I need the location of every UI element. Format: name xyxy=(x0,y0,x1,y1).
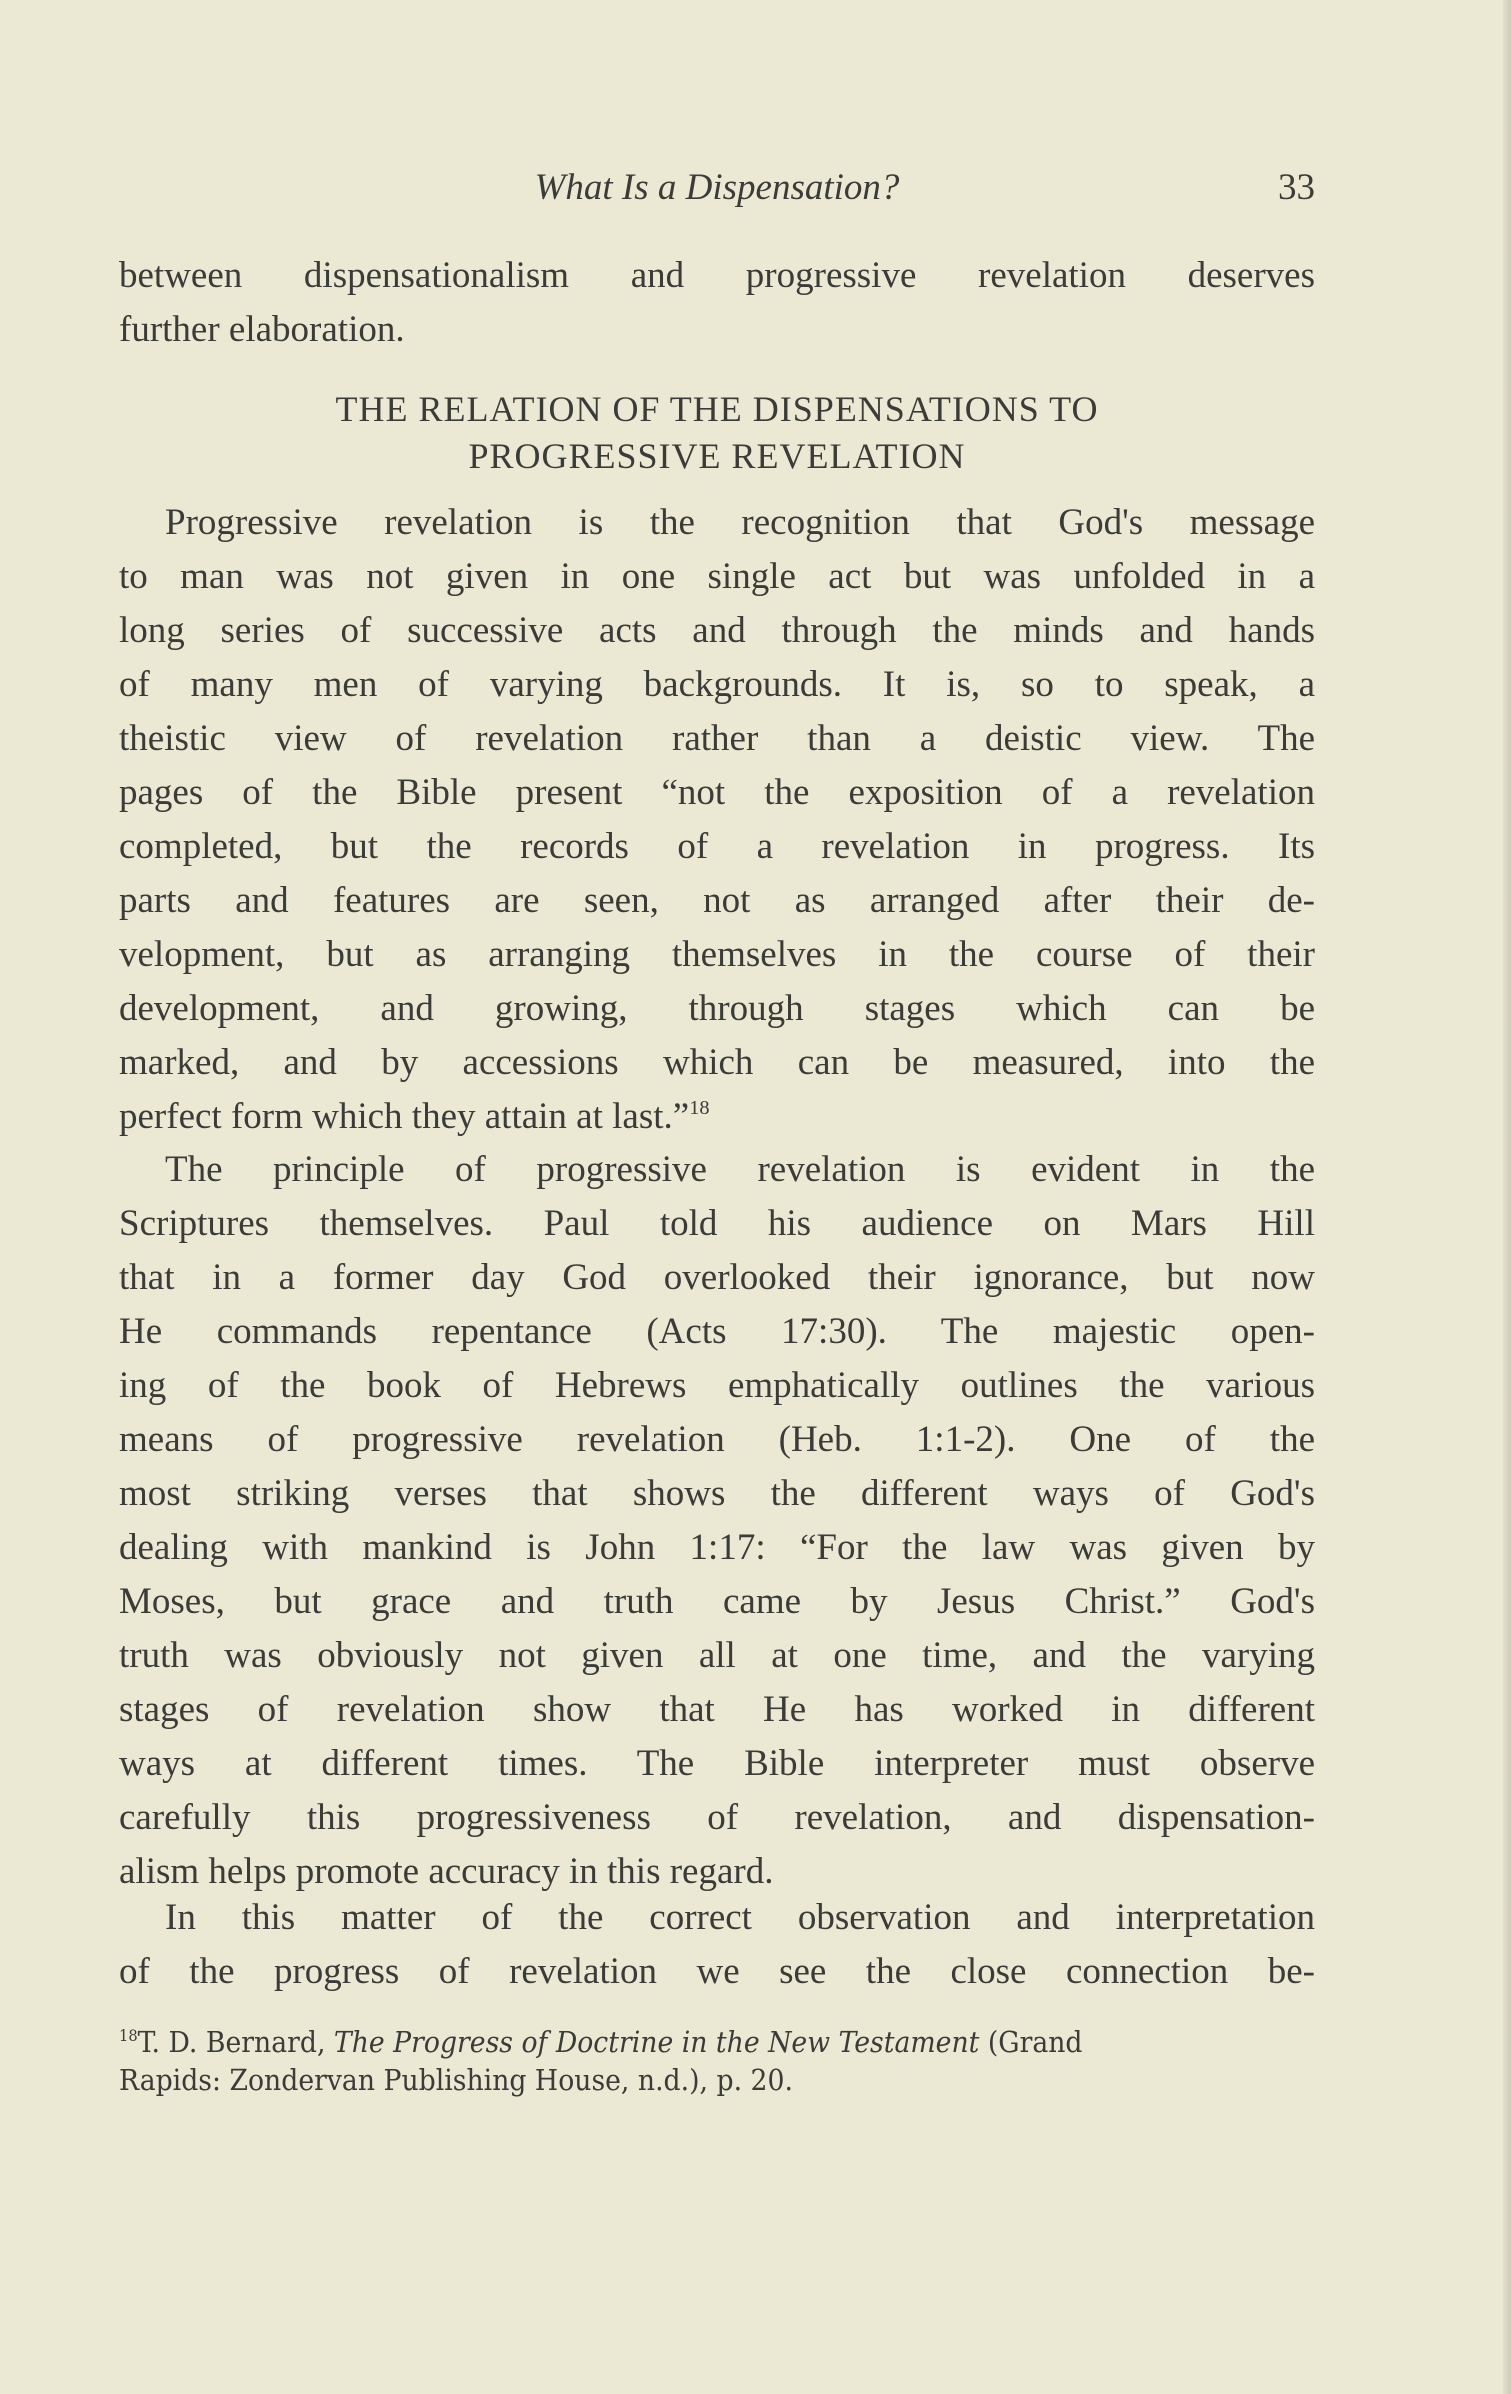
footnote-line xyxy=(119,2023,1315,2061)
text-line: development, and growing, through stages which can be xyxy=(119,988,1315,1029)
text-line: ways at different times. The Bible interpreter must observe xyxy=(119,1743,1315,1784)
text-line: long series of successive acts and through the minds and hands xyxy=(119,610,1315,651)
text-line: In this matter of the correct observation and interpretation xyxy=(165,1897,1315,1938)
text-line: completed, but the records of a revelation in progress. Its xyxy=(119,826,1315,867)
paragraph-2 xyxy=(119,1143,1315,1899)
text-line: The principle of progressive revelation is evident in the xyxy=(165,1149,1315,1190)
text-line: parts and features are seen, not as arranged after their de- xyxy=(119,880,1315,921)
page-edge xyxy=(1503,0,1511,2394)
text-line: marked, and by accessions which can be measured, into the xyxy=(119,1042,1315,1083)
text-line: velopment, but as arranging themselves in the course of their xyxy=(119,934,1315,975)
text-line: to man was not given in one single act but was unfolded in a xyxy=(119,556,1315,597)
running-title: What Is a Dispensation? xyxy=(534,167,900,208)
text-line: that in a former day God overlooked their ignorance, but now xyxy=(119,1257,1315,1298)
footnote-title: The Progress of Doctrine in the New Testament xyxy=(333,2025,980,2059)
text-line: dealing with mankind is John 1:17: “For the law was given by xyxy=(119,1527,1315,1568)
text-line: of many men of varying backgrounds. It is, so to speak, a xyxy=(119,664,1315,705)
footnote-number: 18 xyxy=(119,2025,138,2045)
text-line: theistic view of revelation rather than a deistic view. The xyxy=(119,718,1315,759)
text-line: truth was obviously not given all at one time, and the varying xyxy=(119,1635,1315,1676)
intro-text xyxy=(119,249,1315,357)
text-line: ing of the book of Hebrews emphatically outlines the various xyxy=(119,1365,1315,1406)
footnote-line: Rapids: Zondervan Publishing House, n.d.), p. 20. xyxy=(119,2063,793,2097)
text-line: of the progress of revelation we see the close connection be- xyxy=(119,1951,1315,1992)
text-line: stages of revelation show that He has worked in different xyxy=(119,1689,1315,1730)
text-line: means of progressive revelation (Heb. 1:1-2). One of the xyxy=(119,1419,1315,1460)
footnote xyxy=(119,2023,1315,2099)
paragraph-3 xyxy=(119,1891,1315,1999)
page-header xyxy=(119,166,1315,216)
page-number: 33 xyxy=(1278,167,1315,208)
text-line: further elaboration. xyxy=(119,309,405,350)
heading-line: THE RELATION OF THE DISPENSATIONS TO xyxy=(335,389,1099,429)
section-heading xyxy=(119,386,1315,480)
heading-line: PROGRESSIVE REVELATION xyxy=(468,436,966,476)
paragraph-1 xyxy=(119,496,1315,1144)
text-line: most striking verses that shows the different ways of God's xyxy=(119,1473,1315,1514)
text-line: perfect form which they attain at last.”$^{18}$ xyxy=(119,1096,710,1137)
text-line: He commands repentance (Acts 17:30). The majestic open- xyxy=(119,1311,1315,1352)
text-line: alism helps promote accuracy in this regard. xyxy=(119,1851,774,1892)
text-line: carefully this progressiveness of revelation, and dispensation- xyxy=(119,1797,1315,1838)
footnote-reference[interactable]: 18 xyxy=(689,1096,710,1119)
text-line: between dispensationalism and progressive revelation deserves xyxy=(119,255,1315,296)
text-line: Scriptures themselves. Paul told his audience on Mars Hill xyxy=(119,1203,1315,1244)
footnote-text: (Grand xyxy=(979,2025,1083,2059)
text-line: Progressive revelation is the recognition that God's message xyxy=(165,502,1315,543)
text-line: Moses, but grace and truth came by Jesus Christ.” God's xyxy=(119,1581,1315,1622)
text-line: pages of the Bible present “not the exposition of a revelation xyxy=(119,772,1315,813)
footnote-author: T. D. Bernard, xyxy=(137,2025,334,2059)
